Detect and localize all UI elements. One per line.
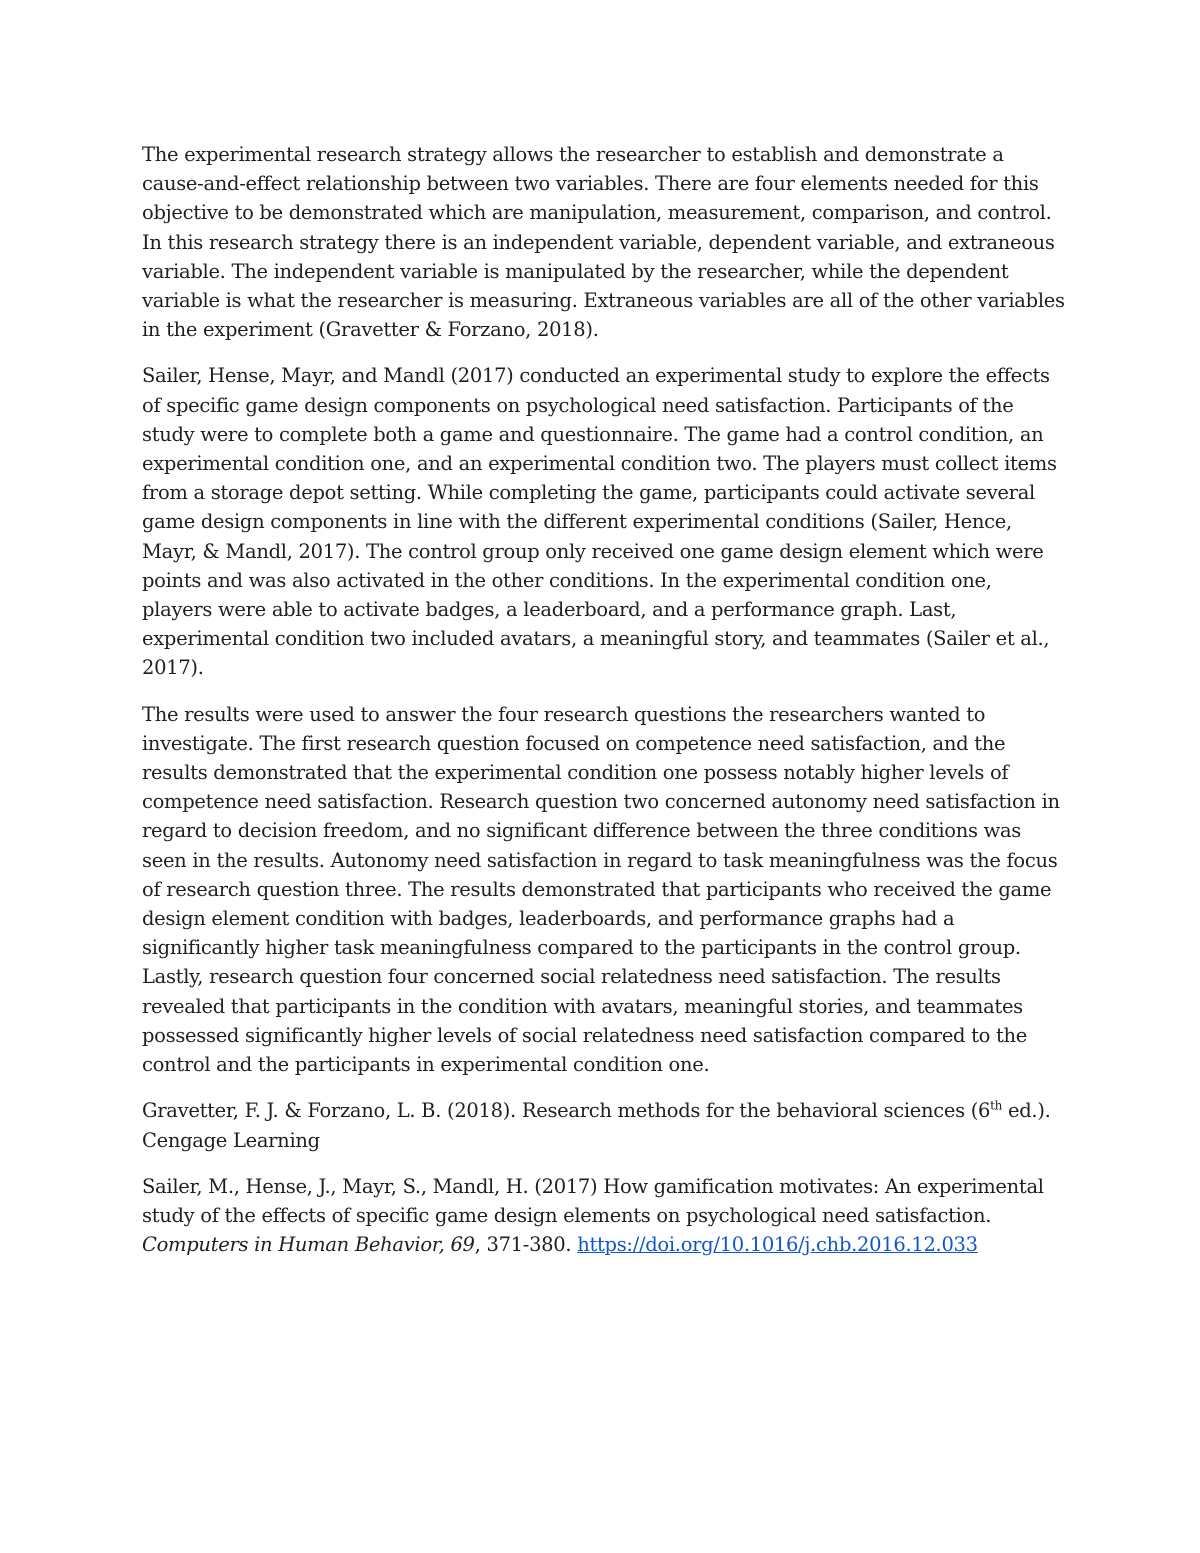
reference-sailer-text: Sailer, M., Hense, J., Mayr, S., Mandl, H. (2017) How gamification motivates: An experimental study of the effects of specific game design elements on psychological need satisfaction. bbox=[142, 1174, 1044, 1227]
paragraph-3: The results were used to answer the four research questions the researchers wanted to investigate. The first research question focused on competence need satisfaction, and the results demonstrated that the experimental condition one possess notably higher levels of competence need satisfaction. Research question two concerned autonomy need satisfaction in regard to decision freedom, and no significant difference between the three conditions was seen in the results. Autonomy need satisfaction in regard to task meaningfulness was the focus of research question three. The results demonstrated that participants who received the game design element condition with badges, leaderboards, and performance graphs had a significantly higher task meaningfulness compared to the participants in the control group. Lastly, research question four concerned social relatedness need satisfaction. The results revealed that participants in the condition with avatars, meaningful stories, and teammates possessed significantly higher levels of social relatedness need satisfaction compared to the control and the participants in experimental condition one. bbox=[142, 702, 1060, 1077]
reference-gravetter-publisher: ed.). Cengage Learning bbox=[142, 1099, 1051, 1152]
doi-link[interactable]: https://doi.org/10.1016/j.chb.2016.12.033 bbox=[577, 1233, 978, 1257]
document-body bbox=[142, 140, 1067, 1276]
reference-gravetter-superscript: th bbox=[990, 1098, 1003, 1113]
reference-sailer bbox=[142, 1172, 1067, 1260]
reference-sailer-pages: , 371-380. bbox=[474, 1233, 578, 1257]
reference-sailer-journal: Computers in Human Behavior, 69 bbox=[142, 1233, 475, 1257]
paragraph-1: The experimental research strategy allows the researcher to establish and demonstrate a cause-and-effect relationship between two variables. There are four elements needed for this objective to be demonstrated which are manipulation, measurement, comparison, and control. In this research strategy there is an independent variable, dependent variable, and extraneous variable. The independent variable is manipulated by the researcher, while the dependent variable is what the researcher is measuring. Extraneous variables are all of the other variables in the experiment (Gravetter & Forzano, 2018). bbox=[142, 143, 1065, 342]
paragraph-2: Sailer, Hense, Mayr, and Mandl (2017) conducted an experimental study to explore the effects of specific game design components on psychological need satisfaction. Participants of the study were to complete both a game and questionnaire. The game had a control condition, an experimental condition one, and an experimental condition two. The players must collect items from a storage depot setting. While completing the game, participants could activate several game design components in line with the different experimental conditions (Sailer, Hence, Mayr, & Mandl, 2017). The control group only received one game design element which were points and was also activated in the other conditions. In the experimental condition one, players were able to activate badges, a leaderboard, and a performance graph. Last, experimental condition two included avatars, a meaningful story, and teammates (Sailer et al., 2017). bbox=[142, 364, 1057, 680]
reference-gravetter-text: Gravetter, F. J. & Forzano, L. B. (2018). Research methods for the behavioral sciences (6 bbox=[142, 1099, 991, 1123]
reference-gravetter bbox=[142, 1096, 1067, 1154]
